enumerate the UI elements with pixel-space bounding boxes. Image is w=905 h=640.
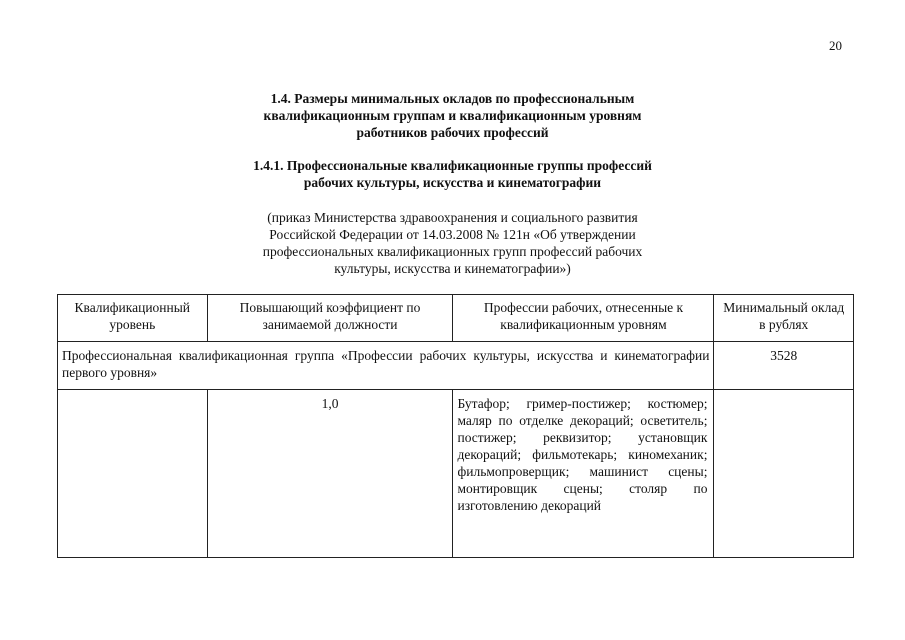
order-reference <box>0 209 905 277</box>
group-row <box>58 342 854 390</box>
page-number: 20 <box>829 38 842 53</box>
header-coefficient: Повышающий коэффициент по занимаемой должности <box>207 295 453 342</box>
subsection-title <box>0 157 905 191</box>
order-reference-line: (приказ Министерства здравоохранения и социального развития <box>267 210 638 225</box>
section-title-line: квалификационным группам и квалификационным уровням <box>263 108 642 123</box>
row-level <box>58 390 208 558</box>
row-professions: Бутафор; гример-постижер; костюмер; маляр по отделке декораций; осветитель; постижер; реквизитор; установщик декораций; фильмотекарь; киномеханик; фильмопроверщик; машинист сцены; монтировщик сцены; столяр по изготовлению декораций <box>453 390 714 558</box>
order-reference-line: культуры, искусства и кинематографии») <box>334 261 571 276</box>
subsection-title-line: рабочих культуры, искусства и кинематографии <box>303 175 602 190</box>
order-reference-line: профессиональных квалификационных групп профессий рабочих <box>262 244 643 259</box>
row-salary <box>714 390 854 558</box>
subsection-title-line: 1.4.1. Профессиональные квалификационные группы профессий <box>253 158 652 173</box>
table-row <box>58 390 854 558</box>
table-header-row <box>58 295 854 342</box>
section-title-line: работников рабочих профессий <box>356 125 549 140</box>
section-title-line: 1.4. Размеры минимальных окладов по профессиональным <box>270 91 635 106</box>
header-professions: Профессии рабочих, отнесенные к квалификационным уровням <box>453 295 714 342</box>
group-min-salary: 3528 <box>714 342 854 390</box>
group-name: Профессиональная квалификационная группа «Профессии рабочих культуры, искусства и кинематографии первого уровня» <box>58 342 714 390</box>
header-min-salary: Минимальный оклад в рублях <box>714 295 854 342</box>
header-qualification-level: Квалификационный уровень <box>58 295 208 342</box>
qualification-table <box>57 294 854 558</box>
section-title <box>0 90 905 141</box>
row-coefficient: 1,0 <box>207 390 453 558</box>
order-reference-line: Российской Федерации от 14.03.2008 № 121н «Об утверждении <box>269 227 636 242</box>
